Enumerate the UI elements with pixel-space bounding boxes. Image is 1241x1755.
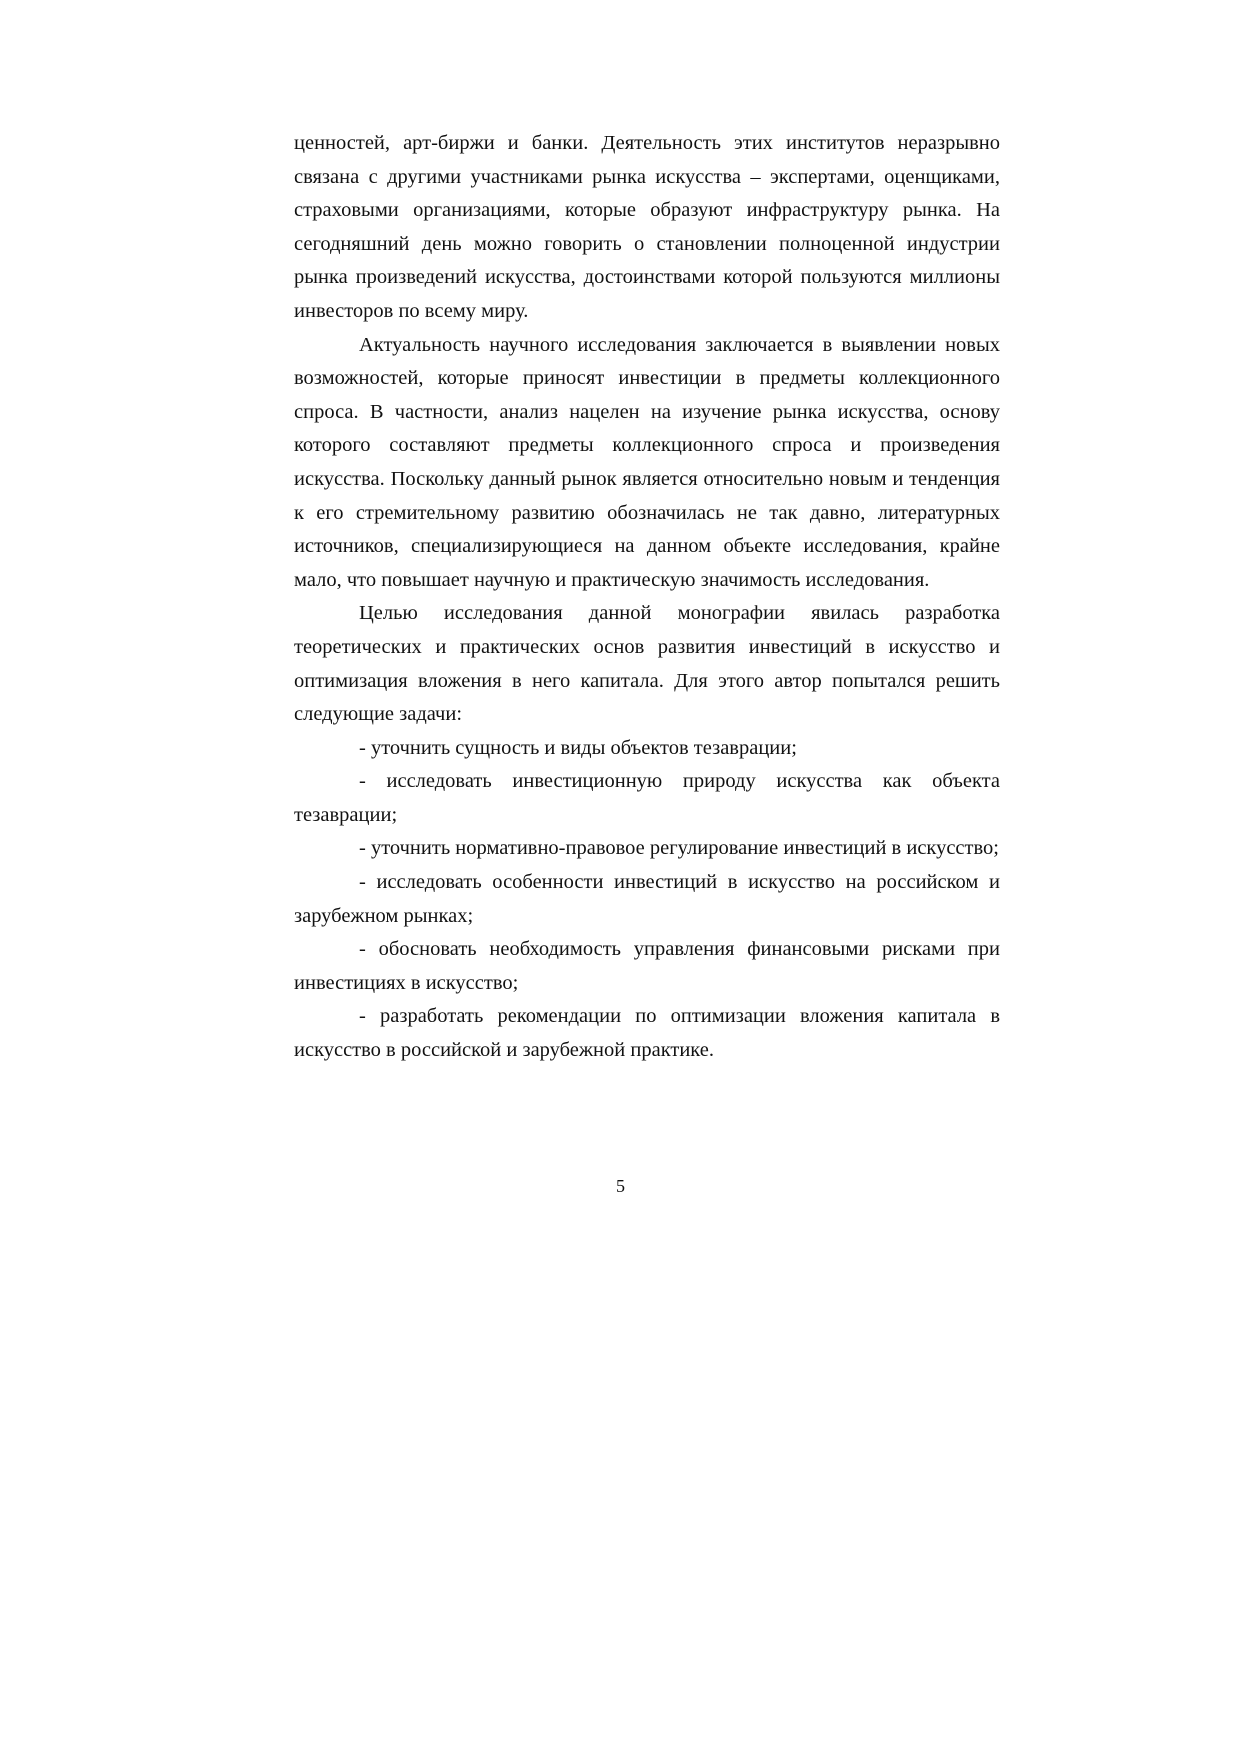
task-item: - уточнить сущность и виды объектов тезаврации;: [359, 736, 797, 759]
task-item: - разработать рекомендации по оптимизации вложения капитала в искусство в российской и зарубежной практике.: [294, 1005, 1000, 1062]
page-text-block: [294, 127, 1000, 1068]
paragraph-relevance: Актуальность научного исследования заключается в выявлении новых возможностей, которые приносят инвестиции в предметы коллекционного спроса. В частности, анализ нацелен на изучение рынка искусства, основу которого составляют предметы коллекционного спроса и произведения искусства. Поскольку данный рынок является относительно новым и тенденция к его стремительному развитию обозначилась не так давно, литературных источников, специализирующиеся на данном объекте исследования, крайне мало, что повышает научную и практическую значимость исследования.: [294, 333, 1000, 591]
task-item: - уточнить нормативно-правовое регулирование инвестиций в искусство;: [359, 837, 999, 860]
paragraph-continuation: ценностей, арт-биржи и банки. Деятельность этих институтов неразрывно связана с другими участниками рынка искусства – экспертами, оценщиками, страховыми организациями, которые образуют инфраструктуру рынка. На сегодняшний день можно говорить о становлении полноценной индустрии рынка произведений искусства, достоинствами которой пользуются миллионы инвесторов по всему миру.: [294, 132, 1000, 322]
task-item: - обосновать необходимость управления финансовыми рисками при инвестициях в искусство;: [294, 938, 1000, 994]
page-number: 5: [616, 1176, 625, 1196]
task-item: - исследовать особенности инвестиций в искусство на российском и зарубежном рынках;: [294, 871, 1000, 927]
task-item: - исследовать инвестиционную природу искусства как объекта тезаврации;: [294, 770, 1000, 826]
paragraph-goal: Целью исследования данной монографии явилась разработка теоретических и практических основ развития инвестиций в искусство и оптимизация вложения в него капитала. Для этого автор попытался решить следующие задачи:: [294, 602, 1000, 726]
